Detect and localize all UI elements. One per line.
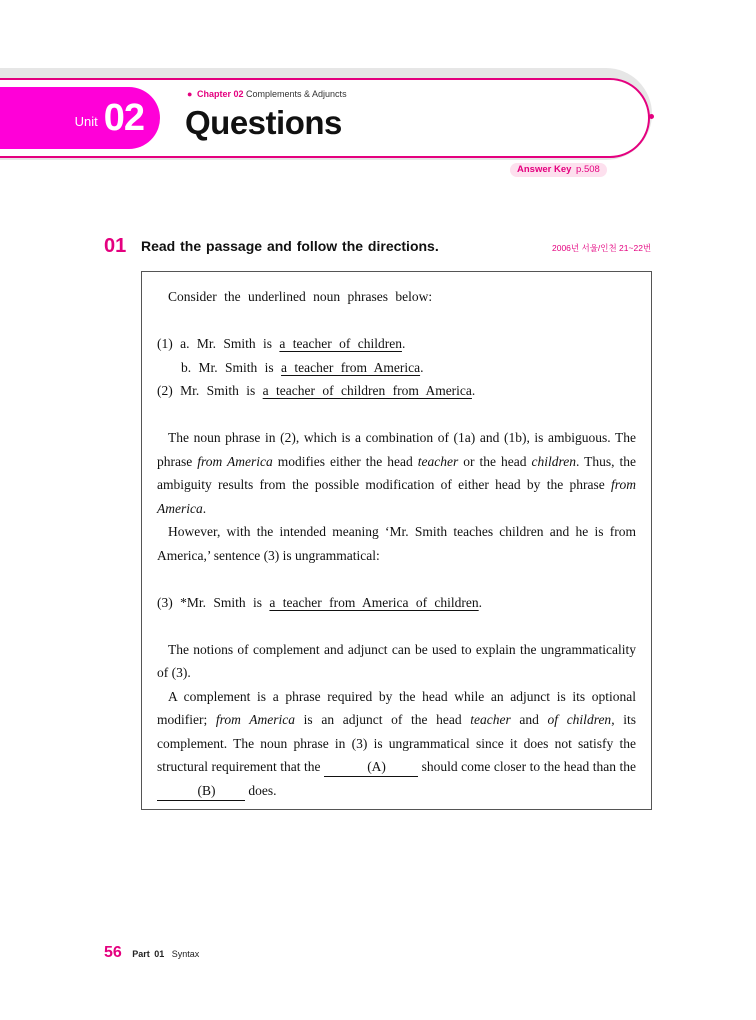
page-title: Questions xyxy=(185,104,342,141)
unit-tab xyxy=(0,87,160,149)
unit-number: 02 xyxy=(103,96,144,139)
answer-key-label: Answer Key xyxy=(517,164,572,175)
paragraph-2: However, with the intended meaning ‘Mr. Smith teaches children and he is from America,’ sentence (3) is ungrammatical: xyxy=(157,524,636,563)
example-1a: (1) a. Mr. Smith is a teacher of children. xyxy=(157,336,406,351)
example-1a-np: a teacher of children xyxy=(279,336,402,351)
chapter-line xyxy=(187,89,347,99)
example-3-np: a teacher from America of children xyxy=(269,594,479,610)
header-band-dot xyxy=(649,114,654,119)
passage-intro: Consider the underlined noun phrases below: xyxy=(168,289,433,304)
example-2: (2) Mr. Smith is a teacher of children from America. xyxy=(157,383,476,398)
example-3: (3) *Mr. Smith is a teacher from America of children. xyxy=(157,594,483,610)
blank-b: (B) xyxy=(157,782,245,801)
example-1b: b. Mr. Smith is a teacher from America. xyxy=(181,359,424,375)
chapter-number: 02 xyxy=(233,89,244,99)
part-number: 01 xyxy=(154,949,165,959)
question-number: 01 xyxy=(104,235,127,257)
answer-key-badge[interactable] xyxy=(510,163,607,177)
passage-box xyxy=(141,271,652,810)
chapter-title: Complements & Adjuncts xyxy=(246,89,347,99)
paragraph-3: The notions of complement and adjunct can be used to explain the ungrammaticality of (3). xyxy=(157,641,636,680)
paragraph-4: A complement is a phrase required by the head while an adjunct is its optional modifier; from America is an adjunct of the head teacher and of children, its complement. The noun phrase in (3) is ungrammatical since it does not satisfy the structural requirement that the (A) should come closer to the head than the (B) does. xyxy=(157,685,636,803)
page-footer xyxy=(104,944,199,962)
part-label: Part xyxy=(132,949,150,959)
page-number: 56 xyxy=(104,944,122,961)
bullet-icon: ● xyxy=(187,89,193,99)
unit-label: Unit xyxy=(74,113,98,129)
example-2-np: a teacher of children from America xyxy=(262,383,472,398)
chapter-label: Chapter xyxy=(196,89,231,99)
question-source: 2006년 서울/인천 21~22번 xyxy=(552,243,652,253)
answer-key-page: p.508 xyxy=(576,164,600,175)
example-1b-np: a teacher from America xyxy=(281,359,421,375)
part-title: Syntax xyxy=(171,949,200,959)
paragraph-1: The noun phrase in (2), which is a combination of (1a) and (1b), is ambiguous. The phrase from America modifies either the head teacher or the head children. Thus, the ambiguity results from the possible modification of either head by the phrase from America. xyxy=(157,430,637,516)
question-instruction: Read the passage and follow the directions. xyxy=(141,238,439,254)
blank-a: (A) xyxy=(324,758,418,777)
